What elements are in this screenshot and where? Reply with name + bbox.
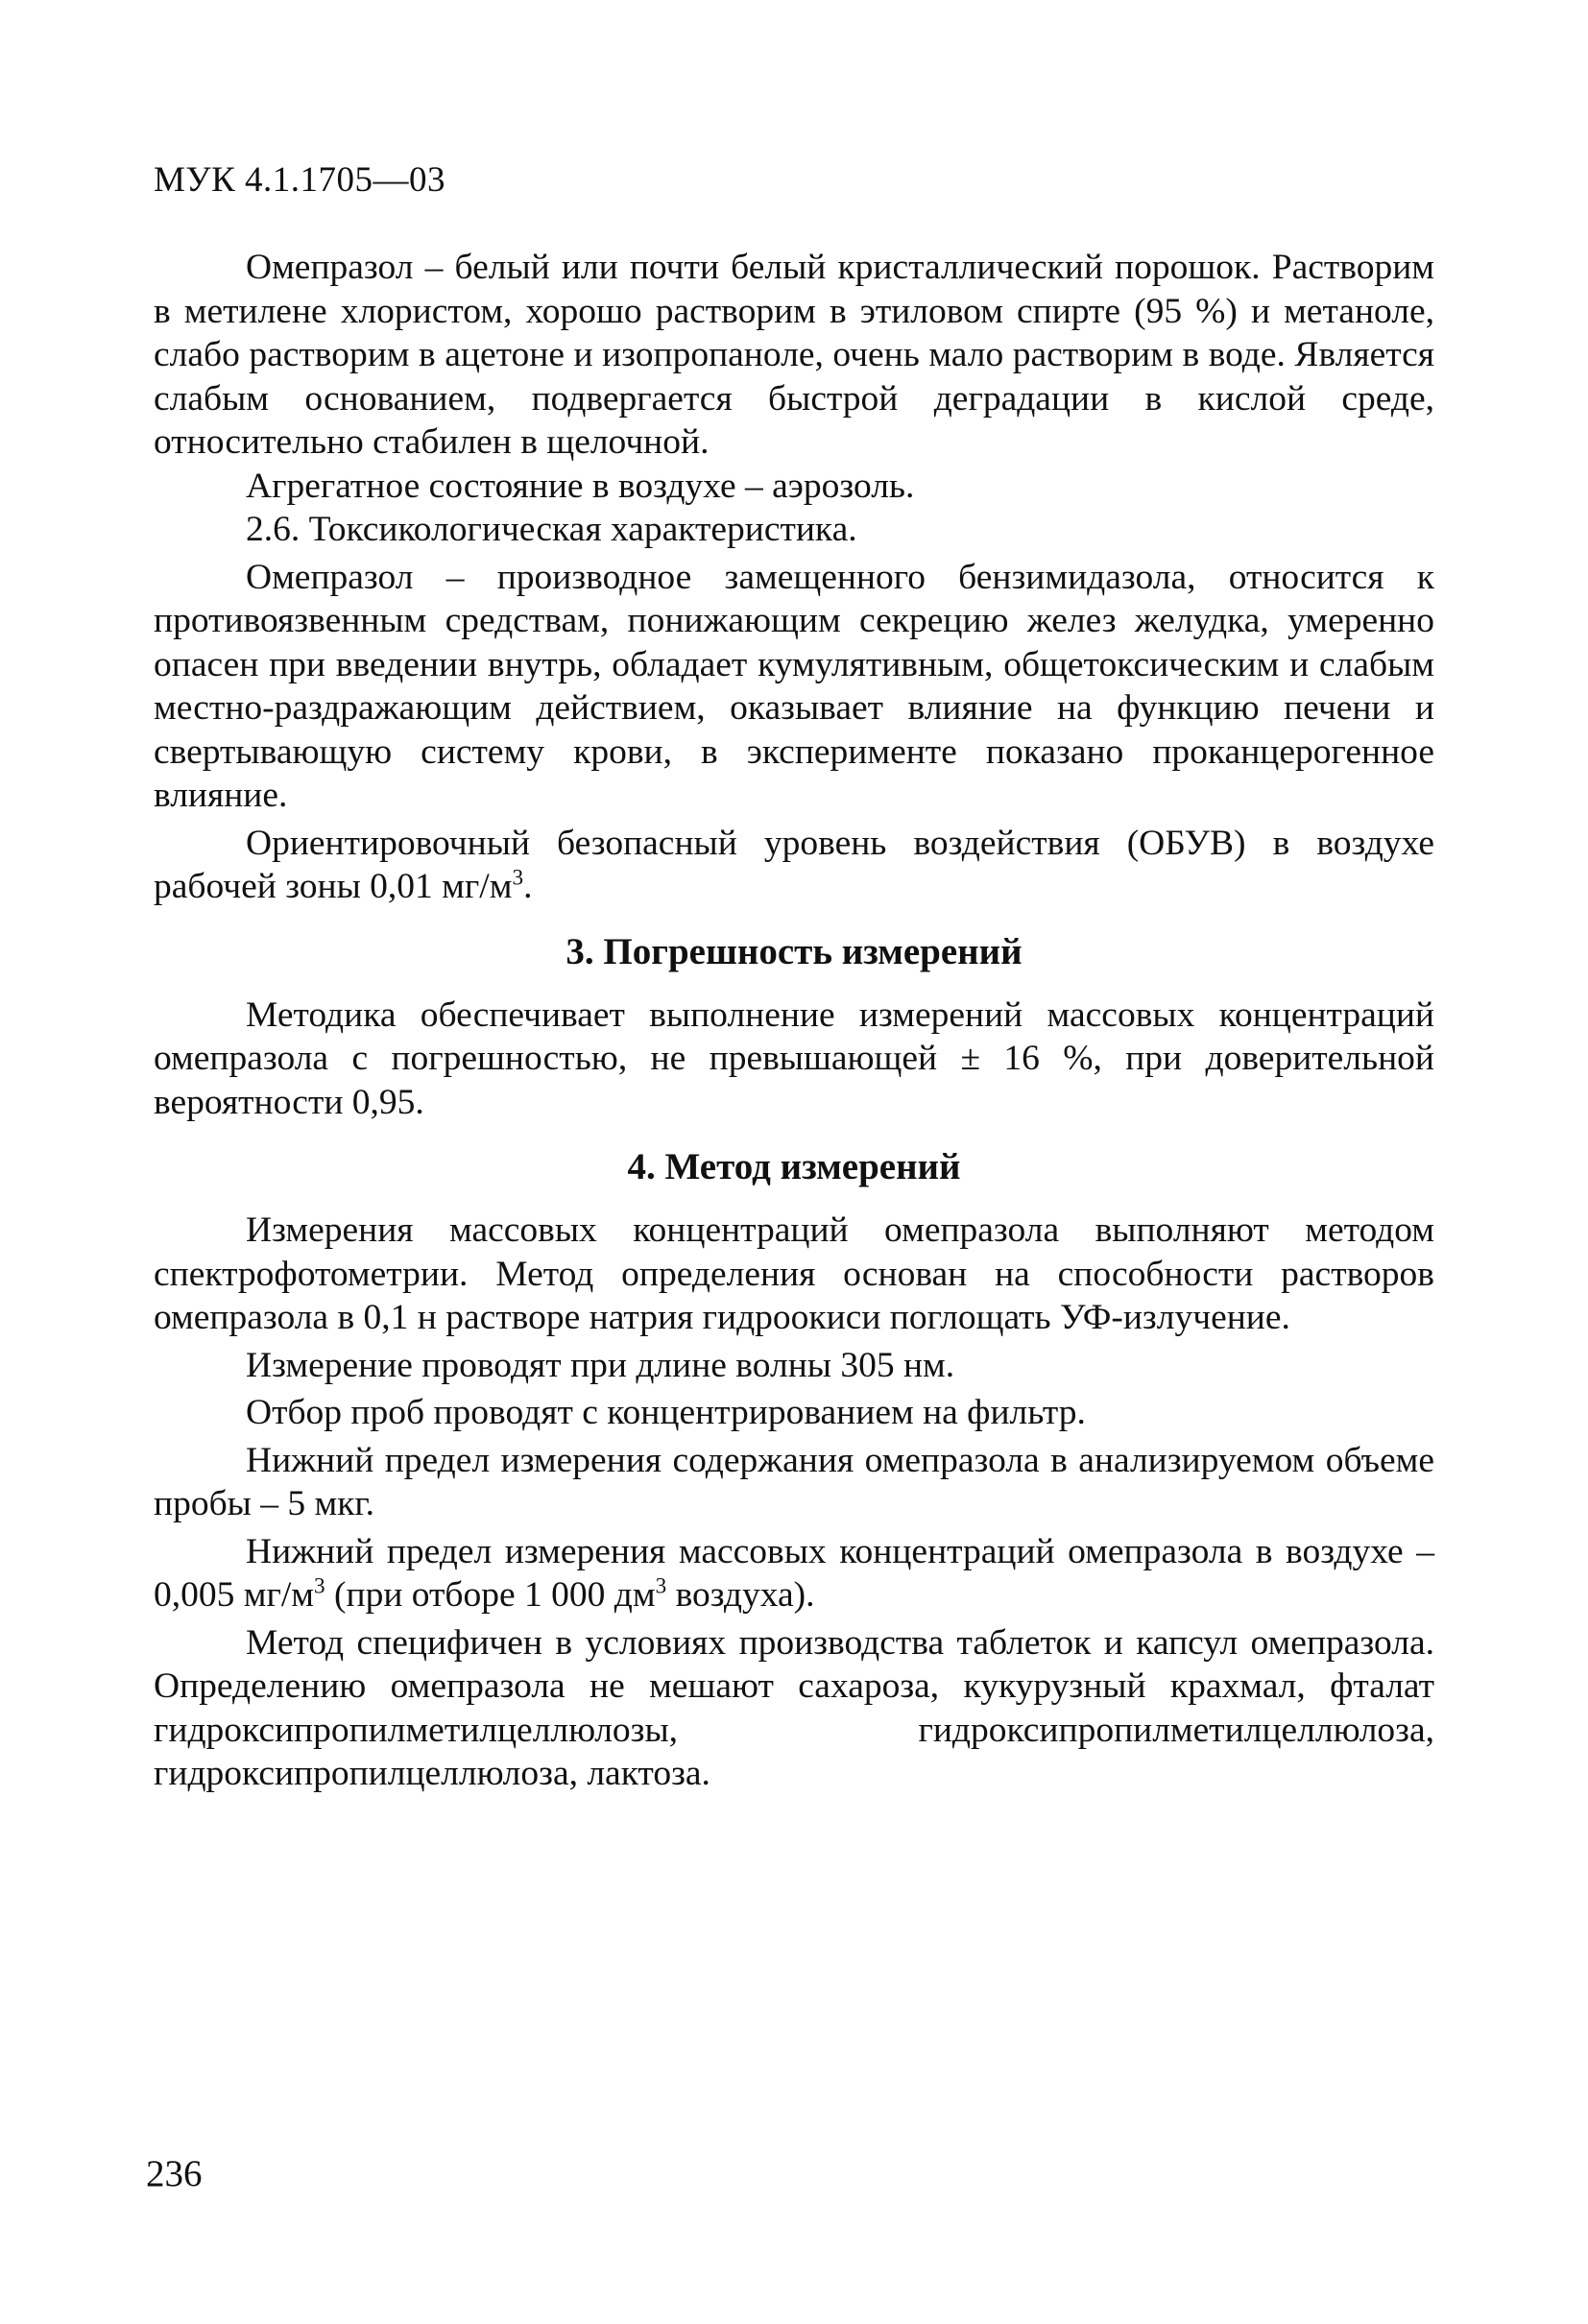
paragraph-specificity: Метод специфичен в условиях производства таблеток и капсул омепразола. Определению омепразола не мешают сахароза, кукурузный крахмал, фталат гидроксипропилметилцеллюлозы, гидроксипропилметилцеллюлоза, гидроксипропилцеллюлоза, лактоза. [154, 1622, 1434, 1793]
lower-limit-text-a: Нижний предел измерения массовых концентраций омепразола в воздухе – 0,005 мг/м [154, 1531, 1434, 1615]
paragraph-measurement-error: Методика обеспечивает выполнение измерений массовых концентраций омепразола с погрешностью, не превышающей ± 16 %, при доверительной вероятности 0,95. [154, 994, 1434, 1122]
lower-limit-text-b: (при отборе 1 000 дм [325, 1575, 656, 1615]
paragraph-sampling: Отбор проб проводят с концентрированием на фильтр. [246, 1393, 1086, 1432]
page-body [154, 246, 1434, 1796]
section-4-title: 4. Метод измерений [627, 1146, 961, 1187]
page-number: 236 [146, 2153, 203, 2194]
subsection-toxicology-heading: 2.6. Токсикологическая характеристика. [246, 510, 857, 549]
section-3-title: 3. Погрешность измерений [565, 930, 1023, 972]
document-code-header: МУК 4.1.1705—03 [154, 160, 446, 200]
paragraph-obuv [154, 822, 1434, 909]
paragraph-toxicology: Омепразол – производное замещенного бензимидазола, относится к противоязвенным средствам, понижающим секрецию желез желудка, умеренно опасен при введении внутрь, обладает кумулятивным, общетоксическим и слабым местно-раздражающим действием, оказывает влияние на функцию печени и свертывающую систему крови, в эксперименте показано проканцерогенное влияние. [154, 557, 1434, 815]
paragraph-aggregate-state: Агрегатное состояние в воздухе – аэрозоль. [246, 466, 915, 506]
lower-limit-superscript-1: 3 [314, 1573, 325, 1599]
paragraph-properties: Омепразол – белый или почти белый кристаллический порошок. Растворим в метилене хлористом, хорошо растворим в этиловом спирте (95 %) и метаноле, слабо растворим в ацетоне и изопропаноле, очень мало растворим в воде. Является слабым основанием, подвергается быстрой деградации в кислой среде, относительно стабилен в щелочной. [154, 248, 1434, 462]
lower-limit-text-c: воздуха). [666, 1575, 815, 1615]
paragraph-wavelength: Измерение проводят при длине волны 305 нм. [246, 1345, 955, 1385]
lower-limit-superscript-2: 3 [655, 1573, 667, 1599]
obuv-text: Ориентировочный безопасный уровень воздействия (ОБУВ) в воздухе рабочей зоны 0,01 мг/м [154, 823, 1434, 906]
obuv-superscript: 3 [512, 865, 524, 891]
paragraph-lower-limit-concentration [154, 1530, 1434, 1617]
paragraph-method-description: Измерения массовых концентраций омепразола выполняют методом спектрофотометрии. Метод определения основан на способности растворов омепразола в 0,1 н растворе натрия гидроокиси поглощать УФ-излучение. [154, 1210, 1434, 1337]
paragraph-lower-limit-content: Нижний предел измерения содержания омепразола в анализируемом объеме пробы – 5 мкг. [154, 1440, 1434, 1523]
obuv-end: . [523, 867, 533, 906]
